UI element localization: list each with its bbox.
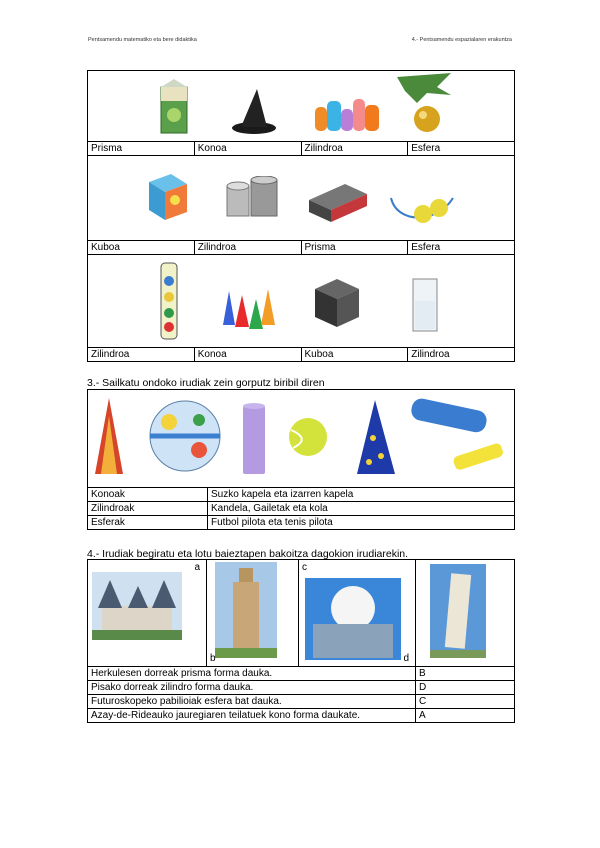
- shape-label: Zilindroa: [408, 348, 515, 362]
- category-cell: Zilindroak: [88, 502, 208, 516]
- round-bodies-images: [91, 390, 511, 487]
- answer-cell: D: [416, 681, 515, 695]
- hercules-tower-icon: [215, 562, 277, 658]
- building-cell-a: [88, 560, 207, 667]
- statement-cell: Azay-de-Rideauko jauregiaren teilatuek kono forma daukate.: [88, 709, 416, 723]
- statement-cell: Pisako dorreak zilindro forma dauka.: [88, 681, 416, 695]
- football-icon: [147, 398, 223, 474]
- shapes-table: [87, 70, 515, 362]
- shape-label: Zilindroa: [88, 348, 195, 362]
- statement-cell: Herkulesen dorreak prisma forma dauka.: [88, 667, 416, 681]
- answer-cell: B: [416, 667, 515, 681]
- balls-icon: [387, 184, 457, 224]
- tube-icon: [157, 261, 181, 341]
- statement-cell: Futuroskopeko pabilioiak esfera bat dauka.: [88, 695, 416, 709]
- cans-icon: [221, 176, 285, 224]
- letter-c: c: [302, 562, 307, 573]
- shape-label: Zilindroa: [194, 241, 301, 255]
- shape-label: Konoa: [194, 348, 301, 362]
- cones-icon: [221, 285, 283, 331]
- letter-d: d: [403, 653, 409, 664]
- candle-icon: [241, 400, 267, 476]
- fire-hat-icon: [91, 396, 127, 478]
- image-row-2: [91, 156, 511, 240]
- shape-label: Esfera: [408, 241, 515, 255]
- building-cell-d: [416, 560, 515, 667]
- building-cell-b: [207, 560, 299, 667]
- buildings-table: [87, 559, 515, 723]
- image-row-3: [91, 255, 511, 347]
- letter-b: b: [210, 653, 216, 664]
- shape-label: Kuboa: [301, 348, 408, 362]
- star-hat-icon: [355, 398, 397, 478]
- answer-cell: A: [416, 709, 515, 723]
- photo-cube-icon: [311, 275, 363, 331]
- shape-label: Konoa: [194, 142, 301, 156]
- items-cell: Futbol pilota eta tenis pilota: [208, 516, 515, 530]
- shape-label: Kuboa: [88, 241, 195, 255]
- answer-cell: C: [416, 695, 515, 709]
- glass-icon: [409, 275, 441, 335]
- round-bodies-table: [87, 389, 515, 530]
- section-4-title: 4.- Irudiak begiratu eta lotu baieztapen bakoitza dagokion irudiarekin.: [87, 548, 409, 560]
- shape-label: Esfera: [408, 142, 515, 156]
- header-left: Pentsamendu matematiko eta bere didaktika: [88, 37, 197, 43]
- castle-icon: [92, 572, 182, 640]
- cookies-glue-icon: [407, 398, 517, 478]
- items-cell: Kandela, Gailetak eta kola: [208, 502, 515, 516]
- image-row-1: [91, 71, 511, 141]
- items-cell: Suzko kapela eta izarren kapela: [208, 488, 515, 502]
- category-cell: Esferak: [88, 516, 208, 530]
- letter-a: a: [194, 562, 200, 573]
- header-right: 4.- Pentsamendu espazialaren erakuntza: [411, 37, 512, 43]
- futuroscope-icon: [305, 578, 401, 660]
- category-cell: Konoak: [88, 488, 208, 502]
- toy-cube-icon: [145, 170, 191, 226]
- tennis-ball-icon: [287, 416, 329, 458]
- shape-label: Prisma: [301, 241, 408, 255]
- shape-label: Zilindroa: [301, 142, 408, 156]
- juice-box-icon: [159, 77, 189, 135]
- shape-label: Prisma: [88, 142, 195, 156]
- pisa-tower-icon: [430, 564, 486, 658]
- christmas-ball-icon: [397, 73, 451, 137]
- building-cell-c: [299, 560, 416, 667]
- cylinders-icon: [313, 95, 381, 135]
- prism-box-icon: [305, 176, 375, 224]
- witch-hat-icon: [231, 86, 277, 136]
- section-3-title: 3.- Sailkatu ondoko irudiak zein gorputz biribil diren: [87, 377, 325, 389]
